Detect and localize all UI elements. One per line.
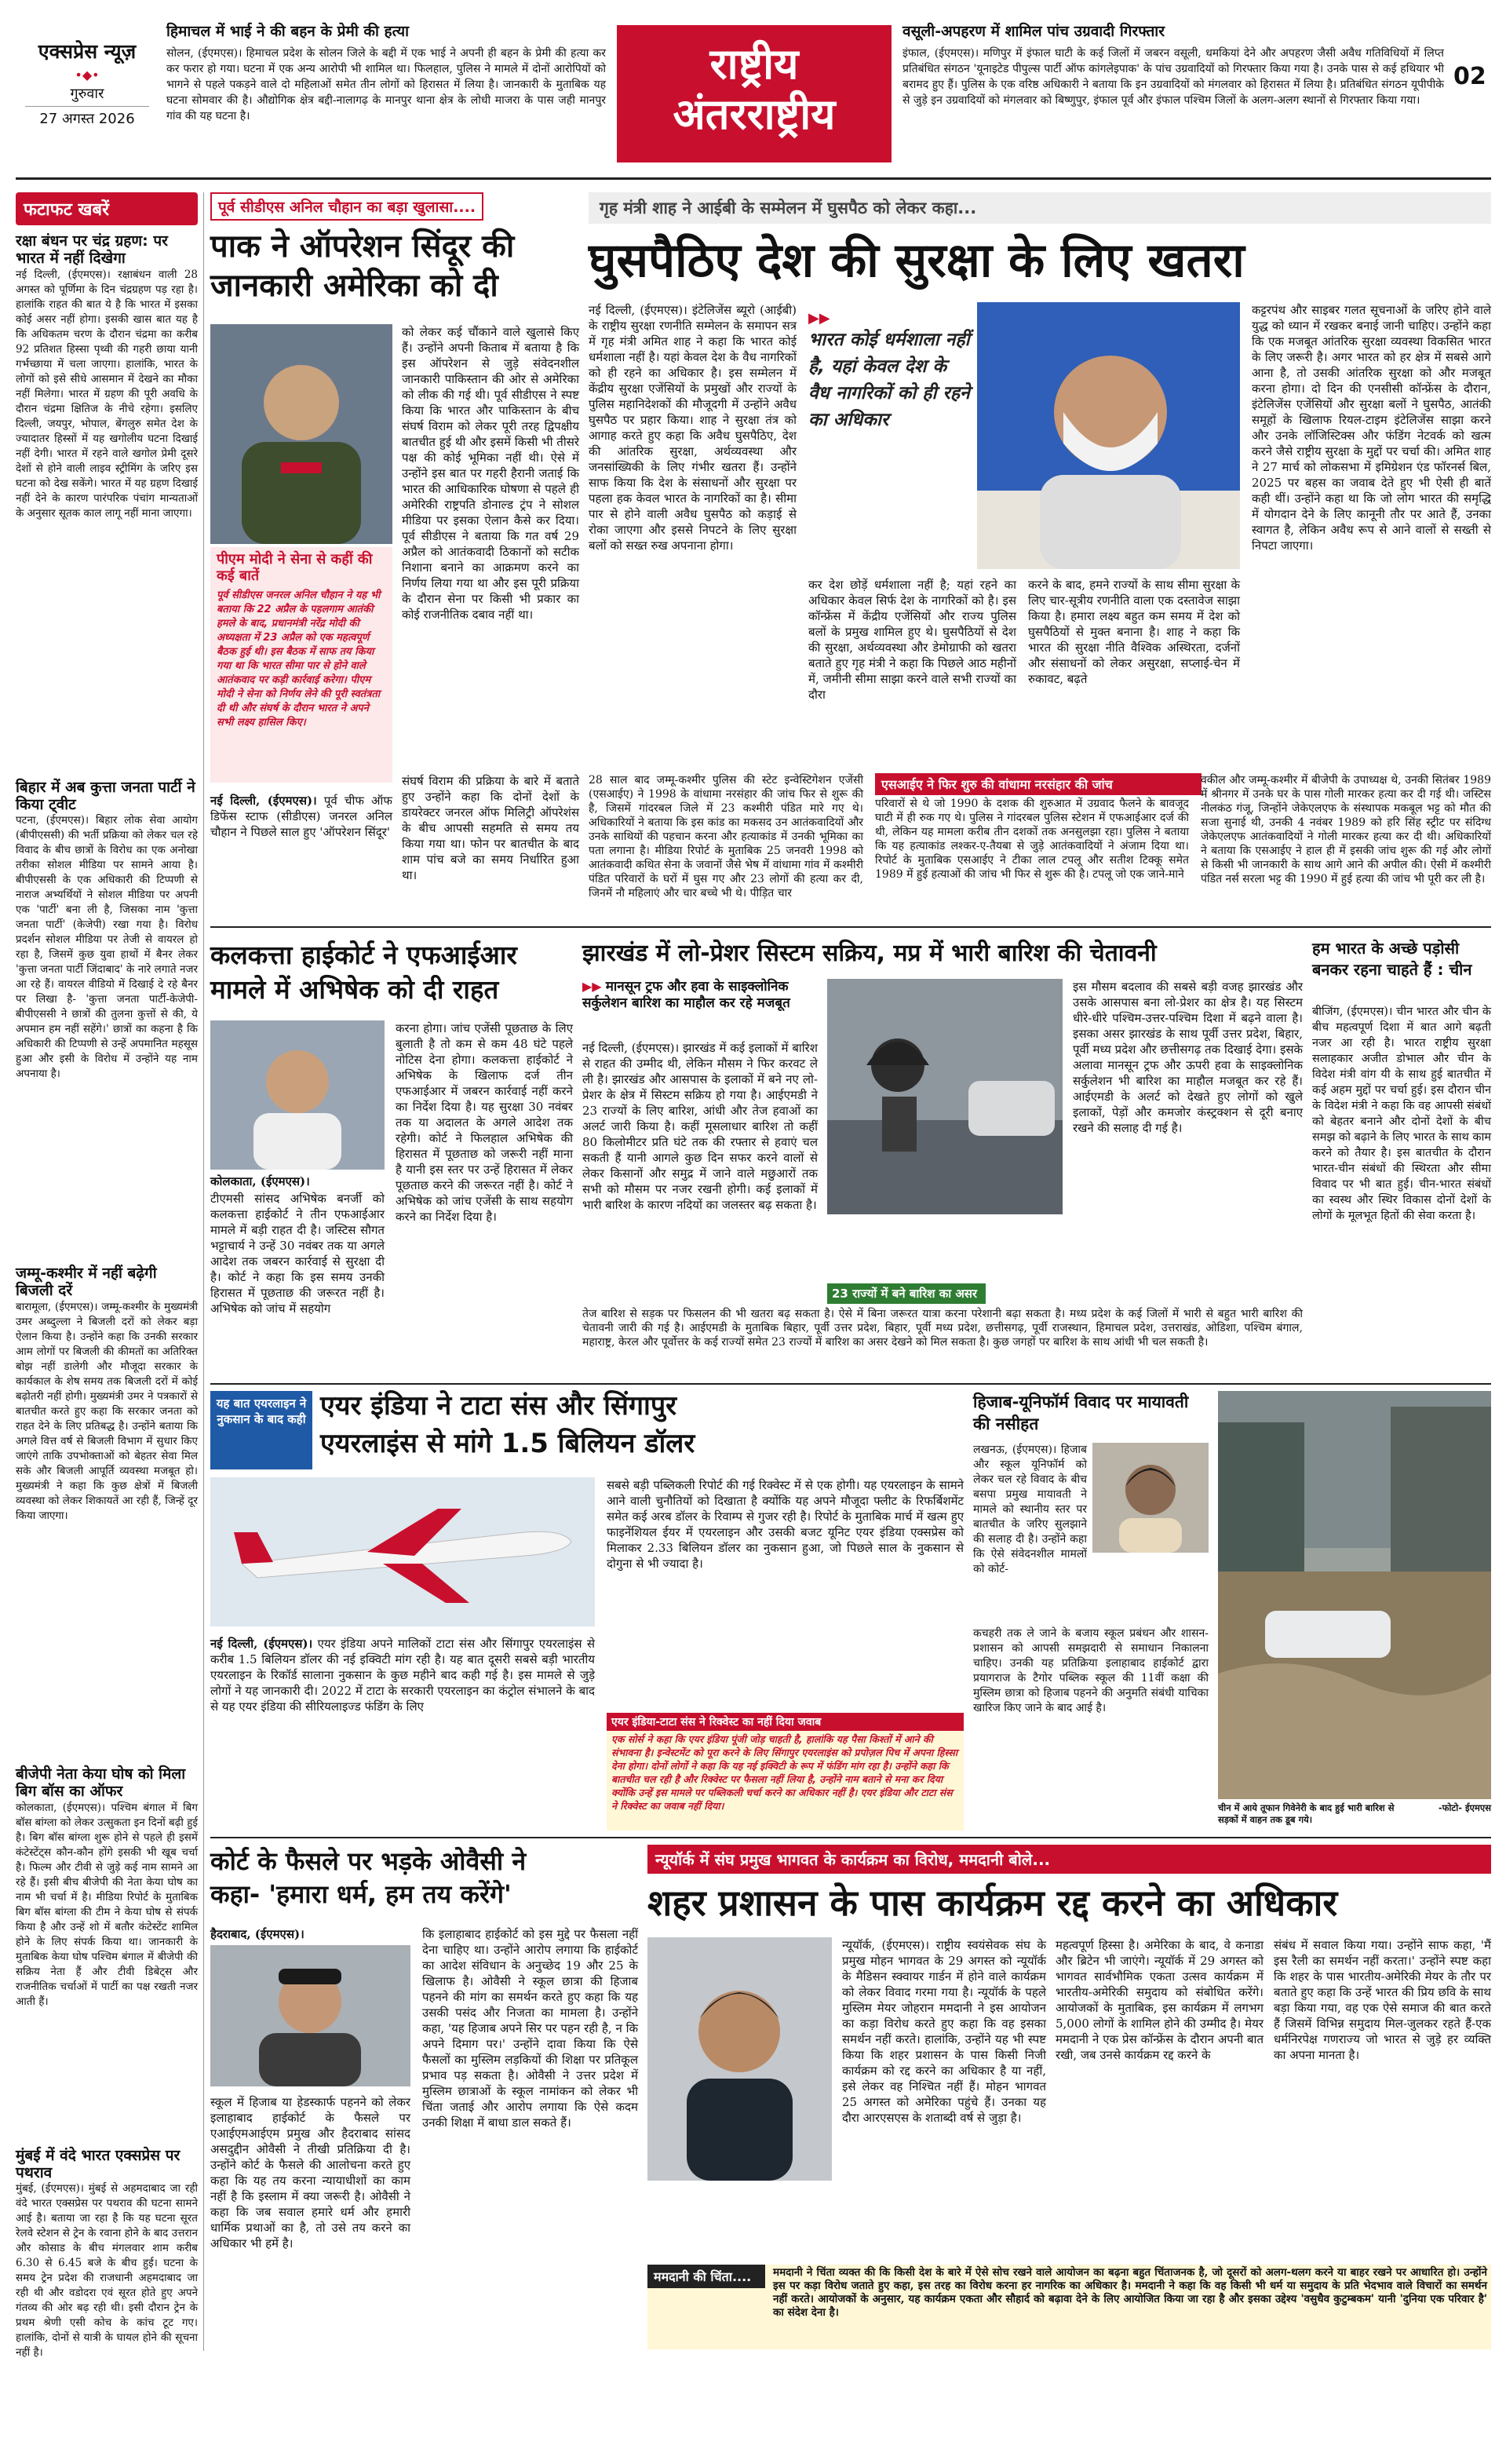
chauhan-quote-body: पूर्व सीडीएस जनरल अनिल चौहान ने यह भी बताया कि 22 अप्रैल के पहलगाम आतंकी हमले के बाद, प्रधानमंत्री नरेंद्र मोदी की अध्यक्षता में 23 अप्रैल को एक महत्वपूर्ण बैठक हुई थी। इस बैठक में साफ तय किया गया था कि भारत सीमा पार से होने वाले आतंकवाद पर कड़ी कार्रवाई करेगा। पीएम मोदी ने सेना को निर्णय लेने की पूरी स्वतंत्रता दी थी और संघर्ष के दौरान भारत ने अपने सभी लक्ष्य हासिल किए। [217, 590, 381, 729]
sidebar-item-1 [16, 233, 198, 775]
jharkhand-col1: नई दिल्ली, (ईएमएस)। झारखंड में कई इलाकों में बारिश से राहत की उम्मीद थी, लेकिन मौसम ने फिर करवट ले ली है। झारखंड और आसपास के इलाकों में बने नए लो-प्रेशर के क्षेत्र में सिस्टम सक्रिय हो गया है। आईएमडी ने 23 राज्यों के लिए बारिश, आंधी और तेज हवाओं का अलर्ट जारी किया है। कहीं मूसलाधार बारिश तो कहीं 80 किलोमीटर प्रति घंटे तक की रफ्तार से हवाएं चल सकती हैं यानी आगले कुछ दिन सफर करने वालों से लेकर किसानों और समुद्र में जाने वाले मछुआरों तक सभी को मौसम पर नजर रखनी होगी। कई इलाकों में भारी बारिश के कारण नदियों का जलस्तर बढ़ सकता है। [582, 1041, 818, 1212]
abhishek-headline: कलकत्ता हाईकोर्ट ने एफआईआर मामले में अभिषेक को दी राहत [210, 940, 517, 1005]
sidebar-item-body: मुंबई, (ईएमएस)। मुंबई से अहमदाबाद जा रही वंदे भारत एक्सप्रेस पर पथराव की घटना सामने आई है। बताया जा रहा है कि यह घटना सूरत रेलवे स्टेशन से ट्रेन के रवाना होने के बाद उत्तरान और कोसाड के बीच मंगलवार शाम करीब 6.30 से 6.45 बजे के बीच हुई। घटना के समय ट्रेन प्रदेश की राजधानी अहमदाबाद जा रही थी और वडोदरा एवं सूरत होते हुए अपने गंतव्य की ओर बढ़ रही थी। इसी दौरान ट्रेन के प्रथम श्रेणी एसी कोच के कांच टूट गए। हालांकि, दोनों से यात्री के घायल होने की सूचना नहीं है। [16, 2182, 198, 2360]
hijab-headline: हिजाब-यूनिफॉर्म विवाद पर मायावती की नसीहत [973, 1393, 1189, 1433]
arrow-icon: ▶▶ [582, 979, 602, 994]
shah-col2: कर देश छोड़ें धर्मशाला नहीं है; यहां रहने का अधिकार केवल सिर्फ देश के नागरिकों को है। इस कॉन्फ्रेंस में केंद्रीय एजेंसियों और राज्य पुलिस बलों के प्रमुख शामिल हुए थे। घुसपैठियों से देश की सुरक्षा, अर्थव्यवस्था और डेमोग्राफी को खतरा बताते हुए गृह मंत्री ने कहा कि पिछले आठ महीनों में, जमीनी सीमा साझा करने वाले सभी राज्यों का दौरा [808, 578, 1016, 702]
bhagwat-kicker: न्यूयॉर्क में संघ प्रमुख भागवत के कार्यक्रम का विरोध, ममदानी बोले... [647, 1845, 1491, 1874]
story-hijab [973, 1391, 1209, 1831]
owaisi-photo [210, 1945, 410, 2086]
issue-date: 27 अगस्त 2026 [25, 106, 149, 128]
chauhan-quote-title: पीएम मोदी ने सेना से कहीं की कई बातें [217, 551, 373, 584]
chauhan-dateline-lede [210, 793, 392, 887]
rain-photo-1 [827, 979, 1063, 1214]
owaisi-headline-1: कोर्ट के फैसले पर भड़के ओवैसी ने [210, 1846, 527, 1876]
brand-ornament: •◆• [75, 68, 100, 82]
airindia-col2: सबसे बड़ी पब्लिकली रिपोर्ट की गई रिक्वेस्ट में से एक होगी। यह एयरलाइन के सामने आने वाली चुनौतियों को दिखाता है क्योंकि यह अपने मौजूदा फ्लीट के रिफर्बिशमेंट समेत कई अरब डॉलर के रिवाम्प से गुजर रही है। रिपोर्ट के मुताबिक मार्च में खत्म हुए फाइनेंशियल ईयर में एयरलाइन और उसकी बजट यूनिट एयर इंडिया एक्सप्रेस को मिलाकर 2.33 बिलियन डॉलर का नुकसान हुआ, जो पिछले साल के नुकसान से दोगुना से भी ज्यादा है। [607, 1478, 964, 1571]
owaisi-col2: कि इलाहाबाद हाईकोर्ट को इस मुद्दे पर फैसला नहीं देना चाहिए था। उन्होंने आरोप लगाया कि हाईकोर्ट का आदेश संविधान के अनुच्छेद 19 और 25 के खिलाफ है। ओवैसी ने स्कूल छात्रा की हिजाब पहनने की मांग का समर्थन करते हुए कहा कि यह उसकी पसंद और निजता का मामला है। उन्होंने कहा, 'यह हिजाब अपने सिर पर पहन रही है, न कि अपने दिमाग पर।' उन्होंने दावा किया कि ऐसे फैसलों का मुस्लिम लड़कियों की शिक्षा पर प्रतिकूल प्रभाव पड़ सकता है। ओवैसी ने उत्तर प्रदेश में मुस्लिम छात्राओं के स्कूल नामांकन को लेकर भी चिंता जताई और आरोप लगाया कि ऐसे कदम उनकी शिक्षा में बाधा डाल सकते हैं। [422, 1927, 638, 2130]
top-right-story [903, 24, 1444, 165]
sidebar-item-body: नई दिल्ली, (ईएमएस)। रक्षाबंधन वाली 28 अगस्त को पूर्णिमा के दिन चंद्रग्रहण पड़ रहा है। हालांकि राहत की बात ये है कि भारत में इसका कोई असर नहीं होगा। इसकी खास बात यह है कि अधिकतम चरण के दौरान चंद्रमा का करीब 92 प्रतिशत हिस्सा पृथ्वी की गहरी छाया यानी गर्भच्छाया में चला जाएगा। हालांकि, भारत के लोगों को इसे सीधे आसमान में देखने का मौका नहीं मिलेगा। भारत में ग्रहण की पूरी अवधि के दौरान चंद्रमा क्षितिज के नीचे रहेगा। इसलिए दिल्ली, जयपुर, भोपाल, बेंगलुरु समेत देश के ज्यादातर हिस्सों में यह खगोलीय घटना दिखाई नहीं देगी। भारत में रहने वाले खगोल प्रेमी दूसरे देशों से होने वाली लाइव स्ट्रीमिंग के जरिए इस घटना को देख सकेंगे। भारत में यह ग्रहण दिखाई नहीं देने के कारण पारंपरिक पंचांग मान्यताओं के अनुसार सूतक काल लागू नहीं माना जाएगा। [16, 268, 198, 520]
chauhan-lede: पूर्व चीफ ऑफ डिफेंस स्टाफ (सीडीएस) जनरल अनिल चौहान ने पिछले साल हुए 'ऑपरेशन सिंदूर' [210, 794, 392, 839]
chauhan-photo [210, 324, 392, 544]
section-title-1: राष्ट्रीय [709, 39, 799, 89]
mamdani-portrait-icon [647, 1937, 832, 2181]
wandhama-col3: वकील और जम्मू-कश्मीर में बीजेपी के उपाध्यक्ष थे, उनकी सितंबर 1989 में श्रीनगर में उनके घर के पास गोली मारकर हत्या कर दी गई थी। जस्टिस नीलकंठ गंजू, जिन्होंने जेकेएलएफ के संस्थापक मकबूल भट्ट को मौत की सजा सुनाई थी, उनकी 4 नवंबर 1989 को हरि सिंह स्ट्रीट पर संदिग्ध जेकेएलएफ आतंकवादियों ने गोली मारकर हत्या कर दी थी। अधिकारियों ने बताया कि एसआईए ने हाल ही में इसकी जांच शुरू की गई और लोगों से किसी भी जानकारी के साथ आगे आने की अपील की। ऐसी में कश्मीरी पंडित नर्स सरला भट्ट की 1990 में हुई हत्या की जांच भी पूरी कर ली है। [1201, 774, 1491, 885]
airindia-box-title: एयर इंडिया-टाटा संस ने रिक्वेस्ट का नहीं दिया जवाब [607, 1713, 964, 1731]
story-chauhan [210, 192, 579, 914]
brand-name: एक्सप्रेस न्यूज़ [38, 40, 137, 63]
owaisi-col1: स्कूल में हिजाब या हेडस्कार्फ पहनने को लेकर इलाहाबाद हाईकोर्ट के फैसले पर एआईएमआईएम प्रमुख और हैदराबाद सांसद असदुद्दीन ओवैसी ने तीखी प्रतिक्रिया दी है। उन्होंने कोर्ट के फैसले की आलोचना करते हुए कहा कि यह तय करना न्यायाधीशों का काम नहीं है कि इस्लाम में क्या जरूरी है। ओवैसी ने कहा कि जब सवाल हमारे धर्म और हमारी धार्मिक प्रथाओं का है, तो उसे तय करने का अधिकार भी हमें है। [210, 2095, 410, 2250]
chauhan-col1: को लेकर कई चौंकाने वाले खुलासे किए हैं। उन्होंने अपनी किताब में बताया है कि इस ऑपरेशन से जुड़े संवेदनशील जानकारी पाकिस्तान की ओर से अमेरिका को लीक की गई थी। पूर्व सीडीएस ने स्पष्ट किया कि भारत और पाकिस्तान के बीच संघर्ष विराम को लेकर पूरी तरह द्विपक्षीय बातचीत हुई थी और इसमें किसी भी तीसरे पक्ष की कोई भूमिका नहीं थी। ऐसे में उन्होंने इस बात पर गहरी हैरानी जताई कि भारत की आधिकारिक घोषणा से पहले ही अमेरिकी राष्ट्रपति डोनाल्ड ट्रंप ने सोशल मीडिया पर इसका ऐलान कैसे कर दिया। पूर्व सीडीएस ने बताया कि गत वर्ष 29 अप्रैल को आतंकवादी ठिकानों को सटीक निशाना बनाने का आक्रमण करने का निर्णय लिया गया था और इस पूरी प्रक्रिया के दौरान सेना पर किसी भी प्रकार का कोई राजनीतिक दबाव नहीं था। [402, 325, 579, 622]
airindia-dateline: नई दिल्ली, (ईएमएस)। [210, 1637, 313, 1651]
sidebar-item-title: जम्मू-कश्मीर में नहीं बढ़ेगी बिजली दरें [16, 1265, 157, 1300]
abhishek-dateline: कोलकाता, (ईएमएस)। [210, 1174, 310, 1188]
top-right-body: इंफाल, (ईएमएस)। मणिपुर में इंफाल घाटी के कई जिलों में जबरन वसूली, धमकियां देने और अपहरण जैसी अवैध गतिविधियों में लिप्त प्रतिबंधित संगठन 'यूनाइटेड पीपुल्स पार्टी ऑफ कांगलेइपाक' के पांच उग्रवादियों को गिरफ्तार किया गया है। उनके पास से कई हथियार भी बरामद हुए हैं। पुलिस के एक वरिष्ठ अधिकारी ने बताया कि इन उग्रवादियों को मंगलवार को हिरासत में लिया है। प्रतिबंधित संगठन यूपीपीके से जुड़े इन उग्रवादियों को मंगलवार को बिष्णुपुर, इंफाल पूर्व और इंफाल पश्चिम जिलों के अलग-अलग स्थानों से गिरफ्तार किया गया। [903, 46, 1444, 107]
sidebar-item-body: पटना, (ईएमएस)। बिहार लोक सेवा आयोग (बीपीएससी) की भर्ती प्रक्रिया को लेकर चल रहे विवाद के बीच छात्रों के विरोध का एक अनोखा तरीका सोशल मीडिया पर सामने आया है। बीपीएससी के एक अधिकारी की टिप्पणी से नाराज अभ्यर्थियों ने सोशल मीडिया पर अपनी एक 'पार्टी' बना ली है, जिसका नाम 'कुत्ता जनता पार्टी' (केजेपी) रखा गया है। विरोध प्रदर्शन सोशल मीडिया पर तेजी से वायरल हो रहा है, जिसमें कुछ युवा हाथों में बैनर लेकर 'कुत्ता जनता पार्टी जिंदाबाद' के नारे लगाते नजर आ रहे हैं। वायरल वीडियो में दिखाई दे रहे बैनर पर लिखा है- 'कुत्ता जनता पार्टी-केजेपी- बीपीएससी ने छात्रों की तुलना कुत्तों से की, ये अपमान हम नहीं सहेंगे।' छात्रों का कहना है कि अधिकारी की टिप्पणी से उन्हें अपमानित महसूस हुआ और इसी के विरोध में उन्होंने यह नाम अपनाया है। [16, 814, 198, 1081]
mamdani-photo [647, 1937, 832, 2181]
arrow-icon: ▶▶ [808, 310, 830, 327]
abhishek-photo [210, 1020, 385, 1170]
wandhama-col2: परिवारों से थे जो 1990 के दशक की शुरुआत में उग्रवाद फैलने के बावजूद घाटी में ही रुक गए थे। पुलिस ने गांदरबल पुलिस स्टेशन में एफआईआर दर्ज की थी, लेकिन यह मामला करीब तीन दशकों तक अनसुलझा रहा। पुलिस ने बताया कि यह हत्याकांड लश्कर-ए-तैयबा से जुड़े आतंकवादियों ने अंजाम दिया था। रिपोर्ट के मुताबिक एसआईए ने टीका लाल टपलू और सतीश टिक्कू समेत 1989 में हुई हत्याओं की जांच भी फिर से शुरू की है। टपलू जो एक जाने-माने [875, 798, 1189, 881]
owaisi-headline-2: कहा- 'हमारा धर्म, हम तय करेंगे' [210, 1879, 512, 1909]
top-left-body: सोलन, (ईएमएस)। हिमाचल प्रदेश के सोलन जिले के बद्दी में एक भाई ने अपनी ही बहन के प्रेमी की हत्या कर कर फरार हो गया। घटना में एक अन्य आरोपी भी शामिल था। फिलहाल, पुलिस ने मामले में दोनों आरोपियों को भागने से पहले पकड़ने वाले दो महिलाओं समेत तीन लोगों को हिरासत में लिया है। जानकारी के मुताबिक यह घटना सोमवार की है। औद्योगिक क्षेत्र बद्दी-नालागढ़ के मानपुर थाना क्षेत्र के लोधी माजरा के पास जही मानपुर गांव की यह घटना है। [166, 46, 606, 122]
flood-caption [1218, 1799, 1491, 1826]
jharkhand-box: तेज बारिश से सड़क पर फिसलन की भी खतरा बढ़ सकता है। ऐसे में बिना जरूरत यात्रा करना परेशानी बढ़ा सकता है। मध्य प्रदेश के कई जिलों में भारी से बहुत भारी बारिश की चेतावनी जारी की गई है। आईएमडी के मुताबिक बिहार, पूर्वी उत्तर प्रदेश, बिहार, पूर्वी मध्य प्रदेश, छत्तीसगढ़, पूर्वी राजस्थान, हिमाचल प्रदेश, उत्तराखंड, ओडिशा, पश्चिम बंगाल, महाराष्ट्र, केरल और पूर्वोत्तर के कई राज्यों समेत 23 राज्यों में बारिश का असर देखने को मिल सकता है। कुछ जगहों पर बारिश के साथ आंधी भी चल सकती है। [582, 1308, 1303, 1349]
abhishek-col1: टीएमसी सांसद अभिषेक बनर्जी को कलकत्ता हाईकोर्ट ने तीन एफआईआर मामले में बड़ी राहत दी है। जस्टिस सौगत भट्टाचार्य ने उन्हें 30 नवंबर तक या अगले आदेश तक जबरन कार्रवाई से सुरक्षा दी है। कोर्ट ने कहा कि इस समय उनकी हिरासत में पूछताछ की जरूरत नहीं है। अभिषेक को जांच में सहयोग [210, 1192, 385, 1316]
sidebar-item-3 [16, 1265, 198, 1761]
flood-credit: -फोटो- ईएमएस [1438, 1802, 1491, 1813]
row-divider-1 [210, 926, 1491, 928]
row-divider-2 [210, 1383, 1491, 1385]
flood-caption-text: चीन में आये तूफान गिवेनेरी के बाद हुई भारी बारिश से सड़कों में वाहन तक डूब गये। [1218, 1802, 1395, 1825]
chauhan-quote-box [210, 547, 392, 783]
top-right-title: वसूली-अपहरण में शामिल पांच उग्रवादी गिरफ्तार [903, 23, 1165, 40]
mayawati-photo [1092, 1443, 1209, 1553]
hijab-body1: लखनऊ, (ईएमएस)। हिजाब और स्कूल यूनिफॉर्म को लेकर चल रहे विवाद के बीच बसपा प्रमुख मायावती ने मामले को स्थानीय स्तर पर बातचीत के जरिए सुलझाने की सलाह दी है। उन्होंने कहा कि ऐसे संवेदनशील मामलों को कोर्ट- [973, 1444, 1087, 1575]
jharkhand-headline: झारखंड में लो-प्रेशर सिस्टम सक्रिय, मप्र में भारी बारिश की चेतावनी [582, 940, 1157, 967]
jharkhand-kicker [582, 979, 818, 1011]
wandhama-label: एसआईए ने फिर शुरु की वांधामा नरसंहार की जांच [875, 773, 1202, 795]
story-shah [589, 192, 1491, 773]
china-body: बीजिंग, (ईएमएस)। चीन भारत और चीन के बीच महत्वपूर्ण दिशा में बात आगे बढ़ती नजर आ रही है। भारत राष्ट्रीय सुरक्षा सलाहकार अजीत डोभाल और चीन के विदेश मंत्री वांग यी के साथ हुई बातचीत में कई अहम मुद्दों पर चर्चा हुई। इस दौरान चीन के विदेश मंत्री ने कहा कि वह आपसी संबंधों को बेहतर बनाने और दोनों देशों के बीच समझ को बढ़ाने के लिए भारत के साथ काम करने को तैयार है। इस बातचीत के दौरान भारत-चीन संबंधों की स्थिरता और सीमा विवाद पर भी बात हुई। चीन-भारत संबंधों का स्वस्थ और स्थिर विकास दोनों देशों के लोगों के मूलभूत हितों की सेवा करता है। [1312, 1006, 1491, 1222]
airplane-photo [210, 1477, 595, 1626]
chauhan-headline: पाक ने ऑपरेशन सिंदूर की जानकारी अमेरिका को दी [210, 228, 515, 304]
masthead-rule [16, 177, 1491, 180]
airindia-lede-text: एयर इंडिया अपने मालिकों टाटा संस और सिंगापुर एयरलाइंस से करीब 1.5 बिलियन डॉलर की नई इक्विटी मांग रही है। यह बात दूसरी सबसे बड़ी भारतीय एयरलाइन के रिकॉर्ड सालाना नुकसान के कुछ महीने बाद कही गई है। इस मामले से जुड़े लोगों ने यह जानकारी दी। 2022 में टाटा के सरकारी एयरलाइन का कंट्रोल संभालने के बाद से यह एयर इंडिया की सीरियलाइज्ड फंडिंग के लिए [210, 1637, 595, 1714]
mamdani-box-title: ममदानी की चिंता.... [647, 2265, 765, 2288]
sidebar-item-body: बारामूला, (ईएमएस)। जम्मू-कश्मीर के मुख्यमंत्री उमर अब्दुल्ला ने बिजली दरों को लेकर बड़ा ऐलान किया है। उन्होंने कहा कि उनकी सरकार आम लोगों पर बिजली की कीमतों का अतिरिक्त बोझ नहीं डालेगी और मौजूदा सरकार के कार्यकाल के शेष समय तक बिजली दरों में कोई बढ़ोतरी नहीं होगी। मुख्यमंत्री उमर ने पत्रकारों से बातचीत करते हुए कहा कि सरकार जनता को राहत देने के लिए प्रतिबद्ध है। उन्होंने बताया कि अगले वित्त वर्ष से बिजली विभाग में सुधार किए जाएंगे ताकि उपभोक्ताओं को बेहतर सेवा मिल सके और बिजली आपूर्ति व्यवस्था मजबूत हो। मुख्यमंत्री ने कहा कि कुछ क्षेत्रों में बिजली व्यवस्था को लेकर शिकायतें आ रही हैं, जिन्हें दूर किया जाएगा। [16, 1301, 198, 1523]
chauhan-portrait-icon [210, 324, 392, 544]
flood-icon [1218, 1391, 1491, 1799]
sidebar-item-5 [16, 2148, 198, 2464]
story-airindia [210, 1391, 964, 1831]
story-china [1312, 938, 1491, 1378]
owaisi-dateline: हैदराबाद, (ईएमएस)। [210, 1927, 304, 1941]
shah-col1: नई दिल्ली, (ईएमएस)। इंटेलिजेंस ब्यूरो (आईबी) के राष्ट्रीय सुरक्षा रणनीति सम्मेलन के समापन सत्र में गृह मंत्री अमित शाह ने कहा कि भारत कोई धर्मशाला नहीं है। यहां केवल देश के वैध नागरिकों को ही रहने का अधिकार है। इस सम्मेलन में केंद्रीय सुरक्षा एजेंसियों के प्रमुखों और राज्यों के पुलिस महानिदेशकों की मौजूदगी में उन्होंने अवैध घुसपैठ पर प्रहार किया। शाह ने सुरक्षा तंत्र को आगाह करते हुए कहा कि अवैध घुसपैठिए, देश की आंतरिक सुरक्षा, अर्थव्यवस्था और जनसांख्यिकी के लिए गंभीर खतरा हैं। उन्होंने साफ किया कि देश के संसाधनों और सुरक्षा पर पहला हक केवल भारत के नागरिकों का है। सीमा पार से होने वाली अवैध घुसपैठ को कड़ाई से रोका जाएगा और इससे निपटने के लिए सुरक्षा बलों को सख्त रुख अपनाना होगा। [589, 303, 797, 553]
row-divider-3 [210, 1837, 1491, 1838]
brand-box [17, 30, 157, 130]
sidebar [16, 192, 198, 2360]
sidebar-header: फटाफट खबरें [16, 192, 198, 225]
abhishek-col2: करना होगा। जांच एजेंसी पूछताछ के लिए बुलाती है तो कम से कम 48 घंटे पहले नोटिस देना होगा। कलकत्ता हाईकोर्ट ने अभिषेक के खिलाफ दर्ज तीन एफआईआर में जबरन कार्रवाई नहीं करने का निर्देश दिया है। यह सुरक्षा 30 नवंबर तक या अदालत के अगले आदेश तक रहेगी। कोर्ट ने फिलहाल अभिषेक की हिरासत में पूछताछ को जरूरी नहीं माना है यानी इस स्तर पर उन्हें हिरासत में लेकर पूछताछ करने की जरूरत नहीं है। कोर्ट ने अभिषेक को जांच एजेंसी के साथ सहयोग करने का निर्देश दिया है। [396, 1021, 573, 1224]
page-number: 02 [1453, 63, 1486, 90]
sidebar-item-title: बीजेपी नेता केया घोष को मिला बिग बॉस का ऑफर [16, 1765, 186, 1800]
airindia-box-body: एक सोर्स ने कहा कि एयर इंडिया पूंजी जोड़ चाहती है, हालांकि यह पैसा किश्तों में आने की संभावना है। इन्वेस्टमेंट को पूरा करने के लिए सिंगापुर एयरलाइंस को प्रपोज़ल पिच में अपना हिस्सा देना होगा। दोनों लोगों ने कहा कि यह नई इक्विटी के रूप में फंडिंग मांग रहा है। उन्होंने कहा कि बातचीत चल रही है और रिक्वेस्ट पर फैसला नहीं लिया है, उन्होंने नाम बताने से मना कर दिया क्योंकि उन्हें इस मामले पर पब्लिकली चर्चा करने का अधिकार नहीं है। एयर इंडिया और टाटा संस ने रिक्वेस्ट का जवाब नहीं दिया। [611, 1733, 958, 1812]
shah-photo [977, 302, 1240, 569]
mamdani-box-body: ममदानी ने चिंता व्यक्त की कि किसी देश के बारे में ऐसे सोच रखने वाले आयोजन का बढ़ना बहुत चिंताजनक है, जो दूसरों को अलग-थलग करने या बाहर रखने पर आधारित हो। उन्होंने इस पर कड़ा विरोध जताते हुए कहा, इस तरह का विरोध करना हर नागरिक का अधिकार है। ममदानी ने कहा कि वह किसी भी धर्म या समुदाय के प्रति भेदभाव वाले विचारों का समर्थन नहीं करते। आयोजकों के अनुसार, यह कार्यक्रम एकता और सौहार्द को बढ़ावा देने के लिए आयोजित किया जा रहा है और इसका उद्देश्य 'वसुधैव कुटुम्बकम' यानी 'दुनिया एक परिवार है' का संदेश देना है। [773, 2266, 1487, 2319]
airplane-icon [210, 1477, 595, 1626]
shah-kicker: गृह मंत्री शाह ने आईबी के सम्मेलन में घुसपैठ को लेकर कहा... [589, 192, 1491, 224]
airindia-box [607, 1713, 964, 1831]
rain-street-icon [827, 979, 1063, 1214]
sidebar-divider [203, 192, 204, 2351]
bhagwat-col1: न्यूयॉर्क, (ईएमएस)। राष्ट्रीय स्वयंसेवक संघ के प्रमुख मोहन भागवत के 29 अगस्त को न्यूयॉर्क के मैडिसन स्क्वायर गार्डन में होने वाले कार्यक्रम को लेकर विवाद गरमा गया है। न्यूयॉर्क के पहले मुस्लिम मेयर जोहरान ममदानी ने इस आयोजन का कड़ा विरोध करते हुए कहा कि वह इसका समर्थन नहीं करते। हालांकि, उन्होंने यह भी स्पष्ट किया कि शहर प्रशासन के पास किसी निजी कार्यक्रम को रद्द करने का अधिकार है या नहीं, इसे लेकर वह निश्चित नहीं हैं। मोहन भागवत 25 अगस्त को अमेरिका पहुंचे हैं। उनका यह दौरा आरएसएस के शताब्दी वर्ष से जुड़ा है। [842, 1938, 1046, 2125]
top-left-title: हिमाचल में भाई ने की बहन के प्रेमी की हत्या [166, 23, 410, 40]
sidebar-item-4 [16, 1766, 198, 2143]
flood-photo [1218, 1391, 1491, 1799]
top-left-story [166, 24, 606, 165]
shah-quote [808, 310, 973, 569]
jharkhand-label: 23 राज्यों में बने बारिश का असर [827, 1283, 986, 1304]
airindia-headline-2: एयरलाइंस से मांगे 1.5 बिलियन डॉलर [320, 1428, 695, 1459]
masthead [0, 0, 1506, 188]
sidebar-item-2 [16, 779, 198, 1261]
issue-day: गुरुवार [70, 86, 104, 102]
owaisi-portrait-icon [210, 1945, 410, 2086]
sidebar-item-title: मुंबई में वंदे भारत एक्सप्रेस पर पथराव [16, 2146, 181, 2181]
bhagwat-headline: शहर प्रशासन के पास कार्यक्रम रद्द करने का अधिकार [647, 1882, 1338, 1924]
shah-portrait-icon [977, 302, 1240, 569]
bhagwat-col2: महत्वपूर्ण हिस्सा है। अमेरिका के बाद, वे कनाडा और ब्रिटेन भी जाएंगे। न्यूयॉर्क में 29 अगस्त को भागवत सार्वभौमिक एकता उत्सव कार्यक्रम में भारतीय-अमेरिकी समुदाय को संबोधित करेंगे। आयोजकों के मुताबिक, इस कार्यक्रम में लगभग 5,000 लोगों के शामिल होने की उम्मीद है। मेयर ममदानी ने एक प्रेस कॉन्फ्रेंस के दौरान अपनी बात रखी, जब उनसे कार्यक्रम रद्द करने के [1056, 1938, 1264, 2062]
section-box [617, 25, 892, 162]
sidebar-item-body: कोलकाता, (ईएमएस)। पश्चिम बंगाल में बिग बॉस बांग्ला को लेकर उत्सुकता इन दिनों बढ़ी हुई है। बिग बॉस बांग्ला शुरू होने से पहले ही इसमें कंटेस्टेंट्स कौन-कौन होंगे इसकी भी खूब चर्चा है। फिल्म और टीवी से जुड़े कई नाम सामने आ रहे हैं। इसी बीच बीजेपी की नेता केया घोष का नाम भी चर्चा में है। मीडिया रिपोर्ट के मुताबिक बिग बॉस बांग्ला की टीम ने केया घोष से संपर्क किया है और उन्हें शो में बतौर कंटेस्टेंट शामिल होने के लिए संपर्क किया था। जानकारी के मुताबिक केया घोष पश्चिम बंगाल में बीजेपी की सक्रिय नेता हैं और टीवी डिबेट्स और राजनीतिक चर्चाओं में पार्टी का पक्ष रखती नजर आती हैं। [16, 1801, 198, 2008]
sidebar-item-title: रक्षा बंधन पर चंद्र ग्रहण: पर भारत में नहीं दिखेगा [16, 232, 168, 267]
airindia-lede [210, 1636, 595, 1785]
story-owaisi [210, 1845, 638, 2351]
shah-col3: करने के बाद, हमने राज्यों के साथ सीमा सुरक्षा के लिए चार-सूत्रीय रणनीति वाला एक दस्तावेज साझा किया है। हमारा लक्ष्य बहुत कम समय में देश को घुसपैठियों से मुक्त बनाना है। शाह ने कहा कि भारत की सुरक्षा नीति वैश्विक अस्थिरता, दर्जनों और संसाधनों को लेकर असुरक्षा, सप्लाई-चेन में रुकावट, बढ़ते [1028, 578, 1240, 686]
mayawati-portrait-icon [1092, 1443, 1209, 1553]
sidebar-item-title: बिहार में अब कुत्ता जनता पार्टी ने किया ट्वीट [16, 778, 195, 813]
shah-col4: कट्टरपंथ और साइबर गलत सूचनाओं के जरिए होने वाले युद्ध को ध्यान में रखकर बनाई जानी चाहिए। उन्होंने कहा कि एक मजबूत आंतरिक सुरक्षा व्यवस्था विकसित भारत के लिए जरूरी है। अगर भारत को हर क्षेत्र में सबसे आगे आना है, तो उसकी आंतरिक सुरक्षा को और मजबूत करना होगा। दो दिन की एनसीसी कॉन्फ्रेंस के दौरान, इंटेलिजेंस एजेंसियों और सुरक्षा बलों ने घुसपैठ, आतंकी समूहों के खिलाफ रियल-टाइम इंटेलिजेंस साझा करने और उनके लॉजिस्टिक्स और फंडिंग नेटवर्क को खत्म करने जैसे राष्ट्रीय सुरक्षा के मुद्दों पर चर्चा की। अमित शाह ने 27 मार्च को लोकसभा में इमिग्रेशन एंड फॉरनर्स बिल, 2025 पर बहस का जवाब देते हुए भी ऐसी ही बातें कही थीं। उन्होंने कहा था कि जो लोग भारत की समृद्धि में योगदान देने के लिए कानूनी तौर पर आते हैं, उनका स्वागत है, लेकिन अवैध रूप से आने वालों से सख्ती से निपटा जाएगा। [1252, 303, 1491, 553]
wandhama-col1: 28 साल बाद जम्मू-कश्मीर पुलिस की स्टेट इन्वेस्टिगेशन एजेंसी (एसआईए) ने 1998 के वांधामा नरसंहार की जांच फिर से शुरू की है, जिसमें गांदरबल जिले में 23 कश्मीरी पंडित मारे गए थे। अधिकारियों ने बताया कि इस कांड का मकसद उन आतंकवादियों और उनके साथियों की पहचान करना और हत्याकांड में उनकी भूमिका का पता लगाना है। मीडिया रिपोर्ट के मुताबिक 25 जनवरी 1998 को आतंकवादी कथित सेना के जवानों जैसे भेष में वांधामा गांव में कश्मीरी पंडित परिवारों के घरों में घुस गए और 23 लोगों की हत्या कर दी, जिनमें नौ महिलाएं और चार बच्चे भी थे। पीड़ित चार [589, 774, 863, 900]
chauhan-kicker: पूर्व सीडीएस अनिल चौहान का बड़ा खुलासा.... [210, 192, 483, 221]
airindia-headline-1: एयर इंडिया ने टाटा संस और सिंगापुर [320, 1390, 677, 1422]
hijab-body2: कचहरी तक ले जाने के बजाय स्कूल प्रबंधन और शासन-प्रशासन को आपसी समझदारी से समाधान निकालना चाहिए। उनकी यह प्रतिक्रिया इलाहाबाद हाईकोर्ट द्वारा प्रयागराज के टैगोर पब्लिक स्कूल की 11वीं कक्षा की मुस्लिम छात्रा को हिजाब पहनने की अनुमति संबंधी याचिका खारिज किए जाने के बाद आई है। [973, 1627, 1209, 1714]
section-title-2: अंतरराष्ट्रीय [673, 89, 836, 139]
chauhan-col2: संघर्ष विराम की प्रक्रिया के बारे में बताते हुए उन्होंने कहा कि दोनों देशों के डायरेक्टर जनरल ऑफ मिलिट्री ऑपरेशंस के बीच आपसी सहमति से समय तय किया गया था। फोन पर बातचीत के बाद शाम पांच बजे का समय निर्धारित हुआ था। [402, 774, 579, 882]
shah-headline: घुसपैठिए देश की सुरक्षा के लिए खतरा [589, 233, 1245, 288]
story-wandhama [589, 773, 1491, 922]
airindia-side-badge: यह बात एयरलाइन ने नुकसान के बाद कही [210, 1391, 312, 1469]
bhagwat-col3: संबंध में सवाल किया गया। उन्होंने साफ कहा, 'मैं इस रैली का समर्थन नहीं करता।' उन्होंने स्पष्ट कहा कि शहर के पास भारतीय-अमेरिकी मेयर के तौर पर बताते हुए कहा कि उन्हें भारत की प्रिय छवि के साथ बड़ा किया गया, वह एक ऐसे समाज की बात करते हैं जिसमें विभिन्न समुदाय मिल-जुलकर रहते हैं-एक धर्मनिरपेक्ष गणराज्य जो भारत से जुड़े हर व्यक्ति का अपना मानता है। [1274, 1938, 1491, 2062]
abhishek-portrait-icon [210, 1020, 385, 1170]
shah-quote-text: भारत कोई धर्मशाला नहीं है, यहां केवल देश के वैध नागरिकों को ही रहने का अधिकार [808, 330, 970, 430]
story-jharkhand [582, 938, 1303, 1378]
story-abhishek [210, 938, 573, 1378]
china-headline: हम भारत के अच्छे पड़ोसी बनकर रहना चाहते हैं : चीन [1312, 939, 1472, 979]
jharkhand-kicker-text: मानसून ट्रफ और हवा के साइक्लोनिक सर्कुलेशन बारिश का माहौल कर रहे मजबूत [582, 979, 790, 1011]
story-bhagwat [647, 1845, 1491, 2351]
mamdani-box [647, 2265, 1491, 2349]
flood-photo-box [1218, 1391, 1491, 1831]
chauhan-dateline: नई दिल्ली, (ईएमएस)। [210, 794, 317, 808]
jharkhand-col2: इस मौसम बदलाव की सबसे बड़ी वजह झारखंड और उसके आसपास बना लो-प्रेशर का क्षेत्र है। यह सिस्टम धीरे-धीरे पश्चिम-उत्तर-पश्चिम दिशा में बढ़ने वाला है। इसका असर झारखंड के साथ पूर्वी उत्तर प्रदेश, बिहार, पूर्वी मध्य प्रदेश और छत्तीसगढ़ तक दिखाई देगा। इसके अलावा मानसून ट्रफ और ऊपरी हवा के साइक्लोनिक सर्कुलेशन भी बारिश का माहौल मजबूत कर रहे हैं। आईएमडी के अलर्ट को देखते हुए लोगों को खुले इलाकों, पेड़ों और कमजोर कंस्ट्रक्शन से दूरी बनाए रखने की सलाह दी गई है। [1073, 980, 1303, 1135]
